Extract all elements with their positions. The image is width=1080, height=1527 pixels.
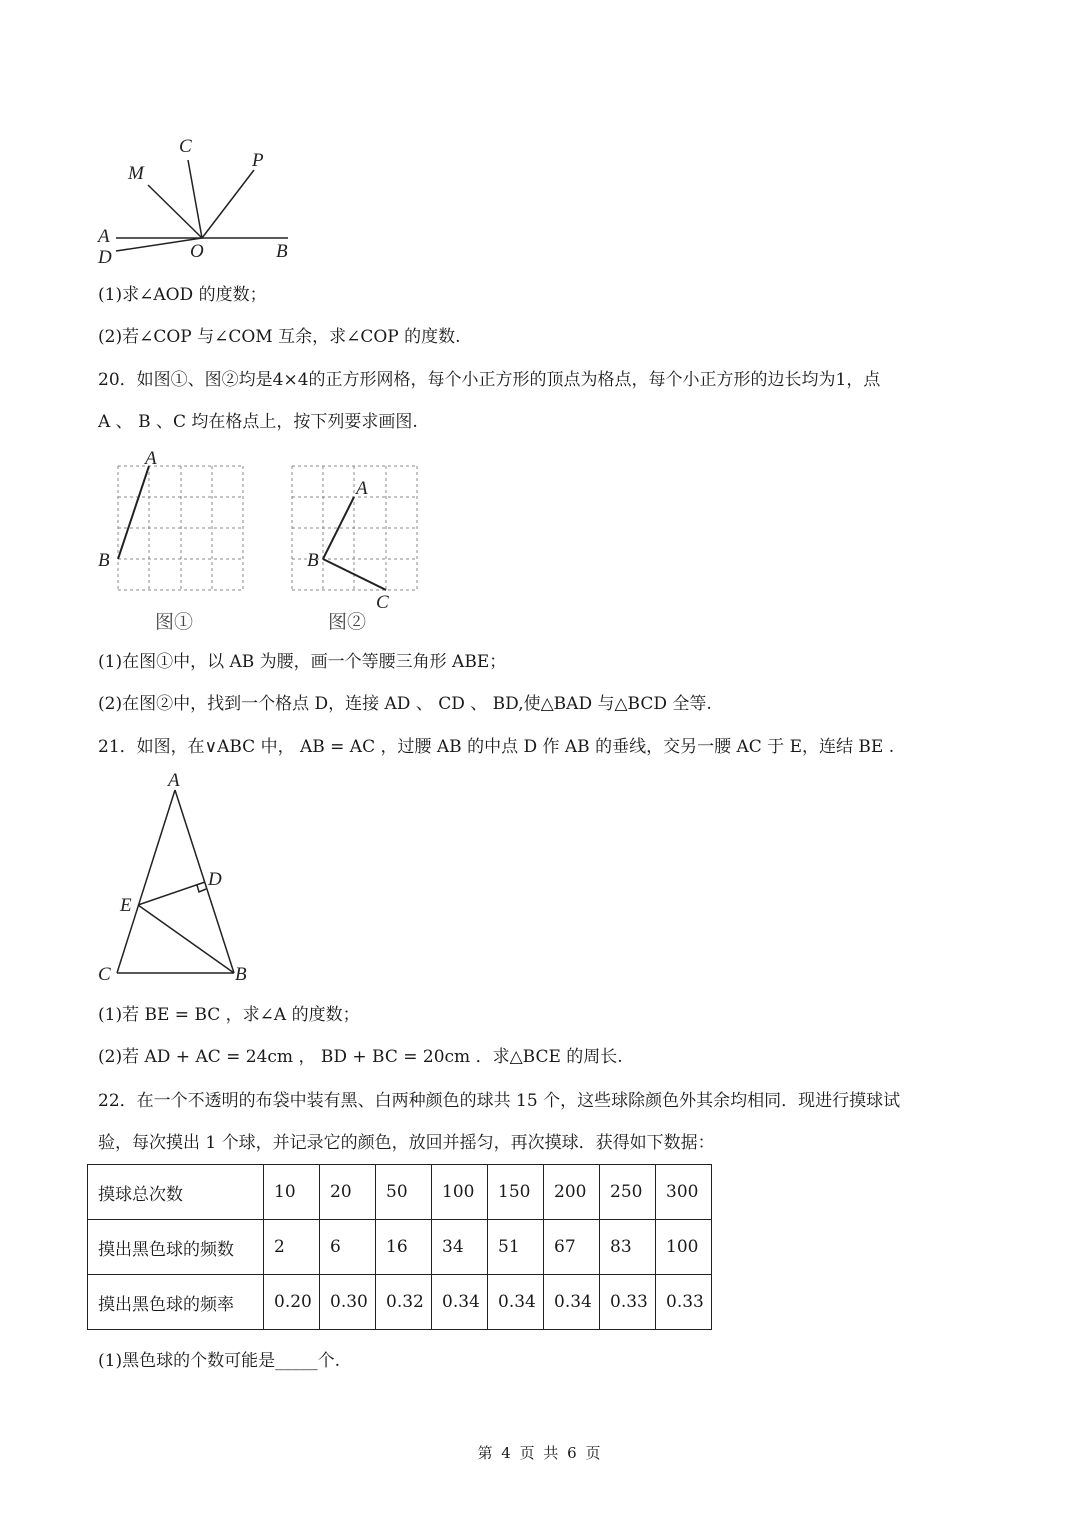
caption-fig2: 图②: [328, 612, 367, 633]
q19-part1: (1)求∠AOD 的度数；: [98, 285, 267, 305]
label-C: C: [179, 136, 192, 157]
q21-stem-text: 如图，在∨ABC 中， AB = AC ，过腰 AB 的中点 D 作 AB 的垂线，交另一腰 AC 于 E，连结 BE .: [136, 737, 895, 757]
label-B: B: [98, 550, 110, 571]
side-AC: [117, 790, 175, 973]
table-cell: 0.33: [600, 1275, 656, 1330]
table-cell: 20: [320, 1165, 376, 1220]
table-cell: 摸出黑色球的频数: [88, 1220, 264, 1275]
segment-EB: [138, 905, 234, 973]
label-A: A: [168, 770, 180, 791]
table-cell: 0.30: [320, 1275, 376, 1330]
q21-stem: [98, 736, 894, 758]
q22-stem-line2: 验，每次摸出 1 个球，并记录它的颜色，放回并摇匀，再次摸球．获得如下数据：: [98, 1133, 715, 1153]
table-cell: 67: [544, 1220, 600, 1275]
table-row: [88, 1275, 712, 1330]
table-cell: 51: [488, 1220, 544, 1275]
q22-part1: (1)黑色球的个数可能是_____个.: [98, 1351, 340, 1371]
table-cell: 摸出黑色球的频率: [88, 1275, 264, 1330]
table-cell: 50: [376, 1165, 432, 1220]
table-cell: 0.34: [544, 1275, 600, 1330]
table-cell: 200: [544, 1165, 600, 1220]
label-C: C: [98, 964, 111, 985]
label-M: M: [128, 163, 144, 184]
label-C: C: [376, 592, 389, 613]
q22-stem-line1: [98, 1090, 900, 1112]
table-cell: 100: [656, 1220, 712, 1275]
table-cell: 150: [488, 1165, 544, 1220]
table-cell: 100: [432, 1165, 488, 1220]
label-B: B: [235, 964, 247, 985]
caption-fig1: 图①: [155, 612, 194, 633]
q20-number: 20．: [98, 370, 137, 390]
table-cell: 6: [320, 1220, 376, 1275]
q19-part2: (2)若∠COP 与∠COM 互余，求∠COP 的度数.: [98, 327, 461, 347]
label-B: B: [276, 241, 288, 262]
segment-BA: [323, 497, 354, 559]
table-cell: 0.20: [264, 1275, 320, 1330]
frequency-table: [87, 1164, 712, 1330]
q20-stem-line1: [98, 369, 880, 391]
q21-part1: (1)若 BE = BC ，求∠A 的度数；: [98, 1005, 360, 1025]
q20-part1: (1)在图①中，以 AB 为腰，画一个等腰三角形 ABE；: [98, 652, 507, 672]
table-cell: 0.34: [488, 1275, 544, 1330]
table-row: [88, 1220, 712, 1275]
segment-AB: [118, 466, 149, 559]
table-row: [88, 1165, 712, 1220]
segment-ED: [138, 882, 205, 905]
right-angle-mark: [197, 885, 206, 892]
table-cell: 83: [600, 1220, 656, 1275]
label-P: P: [252, 150, 264, 171]
triangle-figure: [90, 768, 270, 988]
ray-OP: [202, 170, 254, 238]
label-D: D: [208, 869, 222, 890]
table-cell: 0.34: [432, 1275, 488, 1330]
label-B: B: [307, 550, 319, 571]
table-cell: 34: [432, 1220, 488, 1275]
label-O: O: [190, 241, 204, 262]
q22-stem-text1: 在一个不透明的布袋中装有黑、白两种颜色的球共 15 个，这些球除颜色外其余均相同．现进行摸球试: [136, 1091, 901, 1111]
q20-stem-text1: 如图①、图②均是4×4的正方形网格，每个小正方形的顶点为格点，每个小正方形的边长均为1，点: [136, 370, 881, 390]
q21-part2: (2)若 AD + AC = 24cm ， BD + BC = 20cm ．求△BCE 的周长.: [98, 1047, 623, 1067]
q21-number: 21．: [98, 737, 137, 757]
q22-number: 22．: [98, 1091, 137, 1111]
label-A: A: [356, 478, 368, 499]
table-cell: 250: [600, 1165, 656, 1220]
label-A: A: [145, 448, 157, 469]
table-cell: 16: [376, 1220, 432, 1275]
table-cell: 0.32: [376, 1275, 432, 1330]
grid-figure-1: [95, 448, 255, 638]
table-cell: 摸球总次数: [88, 1165, 264, 1220]
q20-part2: (2)在图②中，找到一个格点 D，连接 AD 、 CD 、 BD,使△BAD 与△BCD 全等.: [98, 694, 712, 714]
table-cell: 10: [264, 1165, 320, 1220]
page-footer: 第 4 页 共 6 页: [477, 1444, 603, 1462]
label-E: E: [120, 895, 132, 916]
grid-figure-2: [290, 448, 450, 638]
label-D: D: [98, 247, 112, 268]
angle-figure: [90, 130, 310, 270]
table-cell: 2: [264, 1220, 320, 1275]
label-A: A: [98, 226, 110, 247]
table-cell: 0.33: [656, 1275, 712, 1330]
q20-stem-line2: A 、 B 、C 均在格点上，按下列要求画图.: [98, 412, 418, 432]
table-cell: 300: [656, 1165, 712, 1220]
